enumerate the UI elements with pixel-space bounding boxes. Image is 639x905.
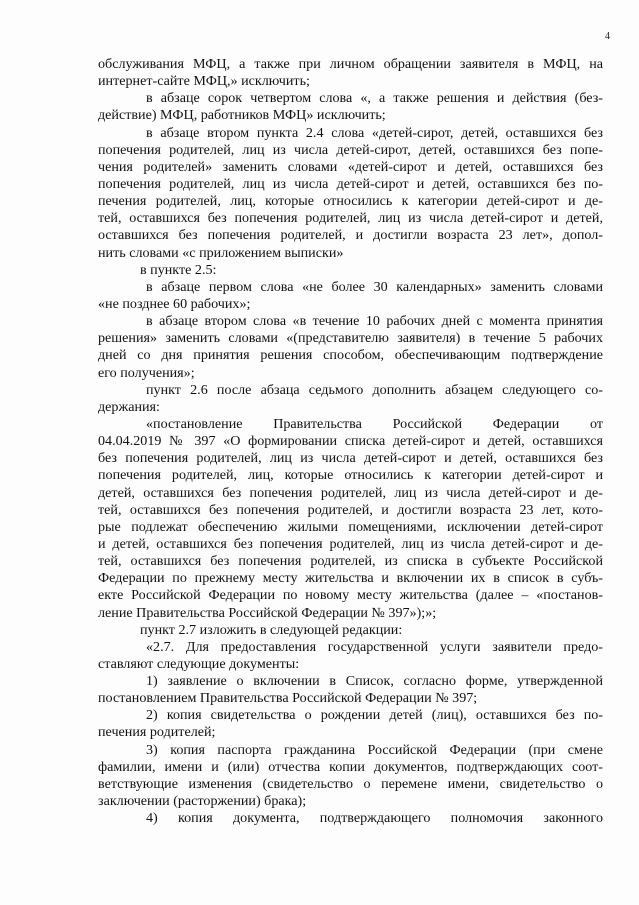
text-line: в пункте 2.5: bbox=[140, 261, 217, 278]
text-line: тей, оставшихся без попечения родителей, лиц из числа детей-сирот и детей, bbox=[98, 210, 603, 227]
text-line: 04.04.2019 № 397 «О формировании списка детей-сирот и детей, оставшихся bbox=[98, 433, 603, 450]
text-line: нить словами «с приложением выписки» bbox=[98, 244, 344, 261]
text-line: дней со дня принятия решения способом, обеспечивающим подтверждение bbox=[98, 347, 603, 364]
text-line: «постановление Правительства Российской Федерации от bbox=[146, 415, 603, 432]
text-line: пункт 2.7 изложить в следующей редакции: bbox=[140, 621, 403, 638]
text-line: оставшихся без попечения родителей, и достигли возраста 23 лет», допол- bbox=[98, 227, 603, 244]
text-line: чения родителей» заменить словами «детей-сирот и детей, оставшихся без bbox=[98, 158, 603, 175]
text-line: пункт 2.6 после абзаца седьмого дополнить абзацем следующего со- bbox=[146, 381, 603, 398]
page-number: 4 bbox=[605, 31, 610, 42]
text-line: детей, оставшихся без попечения родителей, лиц из числа детей-сирот и де- bbox=[98, 484, 603, 501]
text-line: «не позднее 60 рабочих»; bbox=[98, 295, 251, 312]
text-line: без попечения родителей, лиц из числа детей-сирот и детей, оставшихся без bbox=[98, 450, 603, 467]
text-line: ветствующие изменения (свидетельство о перемене имени, свидетельство о bbox=[98, 775, 603, 792]
text-line: действие) МФЦ, работников МФЦ» исключить; bbox=[98, 107, 386, 124]
text-line: 1) заявление о включении в Список, согласно форме, утвержденной bbox=[146, 673, 603, 690]
text-line: ление Правительства Российской Федерации № 397»);»; bbox=[98, 604, 437, 621]
text-line: в абзаце первом слова «не более 30 календарных» заменить словами bbox=[146, 278, 603, 295]
text-line: попечения родителей, лиц, которые относились к категории детей-сирот и bbox=[98, 467, 603, 484]
text-line: 3) копия паспорта гражданина Российской Федерации (при смене bbox=[146, 741, 603, 758]
text-line: и детей, оставшихся без попечения родителей, лиц из числа детей-сирот и де- bbox=[98, 535, 603, 552]
text-line: 4) копия документа, подтверждающего полномочия законного bbox=[146, 810, 603, 827]
text-line: интернет-сайте МФЦ,» исключить; bbox=[98, 73, 310, 90]
text-line: заключении (расторжении) брака); bbox=[98, 793, 307, 810]
text-line: Федерации по прежнему месту жительства и включении их в список в субъ- bbox=[98, 570, 603, 587]
text-line: его получения»; bbox=[98, 364, 195, 381]
text-line: обслуживания МФЦ, а также при личном обращении заявителя в МФЦ, на bbox=[98, 56, 603, 72]
text-line: постановлением Правительства Российской Федерации № 397; bbox=[98, 690, 478, 707]
text-line: попечения родителей, лиц из числа детей-сирот, детей, оставшихся без попе- bbox=[98, 141, 603, 158]
text-line: решения» заменить словами «(представителю заявителя) в течение 5 рабочих bbox=[98, 330, 603, 347]
text-line: екте Российской Федерации по новому месту жительства (далее – «постанов- bbox=[98, 587, 603, 604]
text-line: «2.7. Для предоставления государственной услуги заявители предо- bbox=[146, 638, 603, 655]
text-line: печения родителей; bbox=[98, 724, 216, 741]
text-line: тей, оставшихся без попечения родителей, и достигли возраста 23 лет, кото- bbox=[98, 501, 603, 518]
text-line: печения родителей, лиц, которые относились к категории детей-сирот и де- bbox=[98, 193, 603, 210]
text-line: рые подлежат обеспечению жилыми помещениями, исключении детей-сирот bbox=[98, 518, 603, 535]
text-line: попечения родителей, лиц из числа детей-сирот и детей, оставшихся без по- bbox=[98, 175, 603, 192]
text-line: 2) копия свидетельства о рождении детей (лиц), оставшихся без по- bbox=[146, 707, 603, 724]
text-line: в абзаце сорок четвертом слова «, а также решения и действия (без- bbox=[146, 90, 603, 107]
text-line: тей, оставшихся без попечения родителей, из списка в субъекте Российской bbox=[98, 553, 603, 570]
text-line: в абзаце втором пункта 2.4 слова «детей-сирот, детей, оставшихся без bbox=[146, 124, 603, 141]
text-line: фамилии, имени и (или) отчества копии документов, подтверждающих соот- bbox=[98, 758, 603, 775]
text-line: ставляют следующие документы: bbox=[98, 655, 300, 672]
document-body bbox=[98, 56, 603, 827]
text-line: держания: bbox=[98, 398, 160, 415]
text-line: в абзаце втором слова «в течение 10 рабочих дней с момента принятия bbox=[146, 313, 603, 330]
